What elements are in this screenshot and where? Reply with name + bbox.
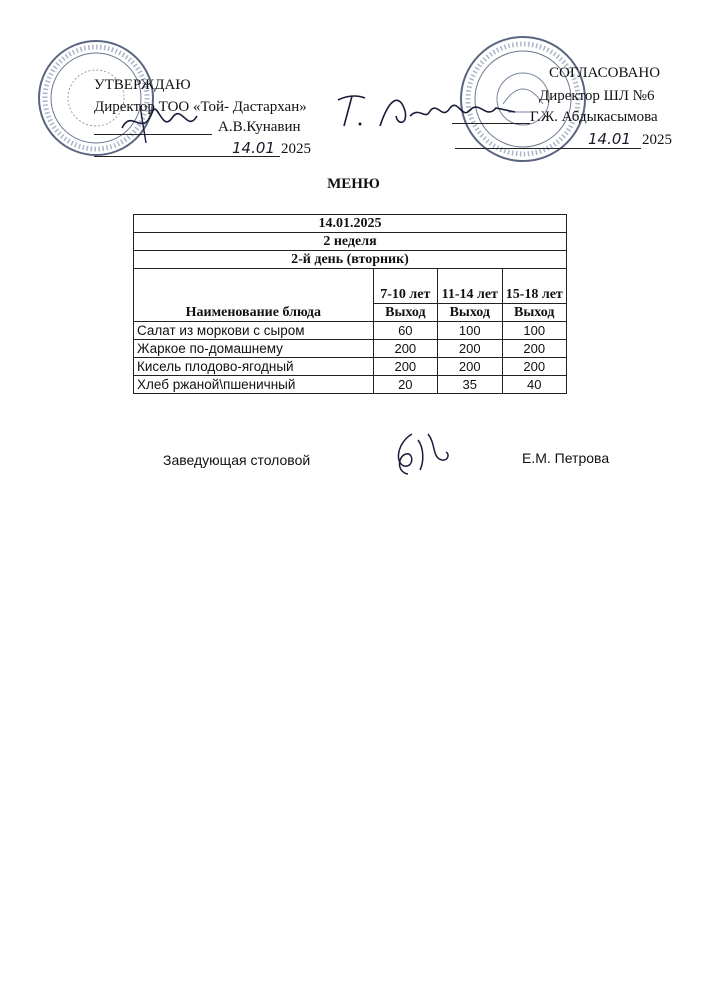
menu-title: МЕНЮ	[327, 176, 380, 192]
agree-position: Директор ШЛ №6	[539, 88, 655, 104]
dish-name: Хлеб ржаной\пшеничный	[134, 376, 374, 394]
menu-table	[133, 214, 567, 394]
yield-value: 100	[438, 322, 502, 340]
footer-role: Заведующая столовой	[163, 452, 311, 468]
yield-value: 20	[373, 376, 437, 394]
dish-name: Жаркое по-домашнему	[134, 340, 374, 358]
table-row	[134, 322, 567, 340]
approve-signature	[112, 88, 222, 148]
yield-value: 200	[438, 358, 502, 376]
yield-header: Выход	[438, 304, 502, 322]
agree-name: Г.Ж. Абдыкасымова	[530, 109, 658, 125]
yield-value: 100	[502, 322, 567, 340]
yield-header: Выход	[502, 304, 567, 322]
approve-position: Директор ТОО «Той- Дастархан»	[94, 99, 307, 115]
agree-signature	[330, 86, 530, 136]
agree-year: 2025	[642, 132, 672, 148]
yield-value: 200	[373, 358, 437, 376]
table-row	[134, 340, 567, 358]
menu-week: 2 неделя	[134, 233, 567, 251]
agree-heading: СОГЛАСОВАНО	[549, 65, 661, 81]
agree-date-handwritten: 14.01	[588, 130, 631, 148]
yield-header: Выход	[373, 304, 437, 322]
age-header: 11-14 лет	[438, 269, 502, 304]
menu-day: 2-й день (вторник)	[134, 251, 567, 269]
table-row	[134, 358, 567, 376]
footer-signature	[384, 428, 454, 480]
dish-name: Салат из моркови с сыром	[134, 322, 374, 340]
approve-heading: УТВЕРЖДАЮ	[94, 77, 191, 93]
yield-value: 40	[502, 376, 567, 394]
yield-value: 200	[502, 358, 567, 376]
age-header: 7-10 лет	[373, 269, 437, 304]
age-header: 15-18 лет	[502, 269, 567, 304]
footer-name: Е.М. Петрова	[522, 450, 610, 466]
approve-name: А.В.Кунавин	[218, 119, 301, 135]
yield-value: 200	[373, 340, 437, 358]
yield-value: 60	[373, 322, 437, 340]
yield-value: 35	[438, 376, 502, 394]
table-row	[134, 376, 567, 394]
approve-date-handwritten: 14.01	[232, 139, 275, 157]
approve-year: 2025	[281, 141, 311, 157]
menu-date: 14.01.2025	[134, 215, 567, 233]
dish-name: Кисель плодово-ягодный	[134, 358, 374, 376]
yield-value: 200	[502, 340, 567, 358]
dish-column-header: Наименование блюда	[134, 269, 374, 322]
yield-value: 200	[438, 340, 502, 358]
